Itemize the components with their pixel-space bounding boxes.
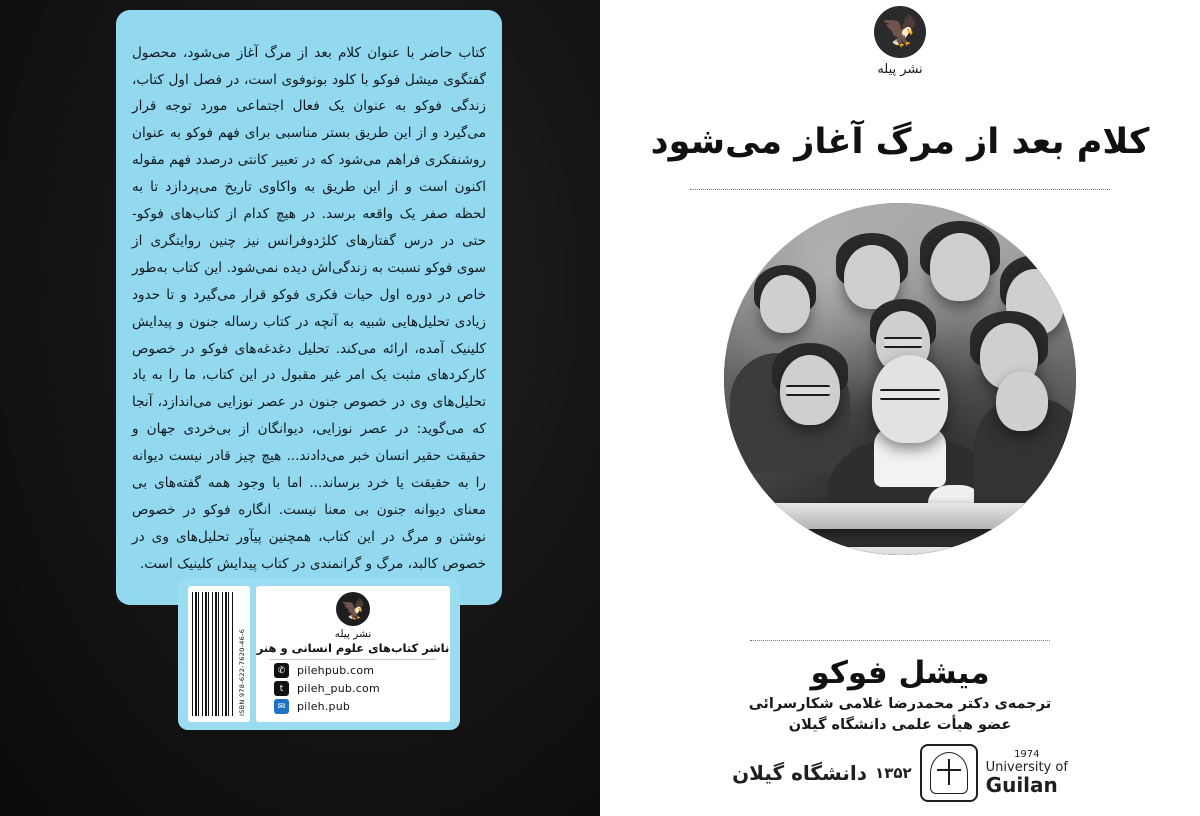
card-divider: [270, 659, 437, 660]
lecture-desk: [724, 503, 1076, 529]
eyeglasses-icon: [884, 337, 922, 348]
cover-photo: [724, 203, 1076, 555]
author-block: [600, 655, 1200, 733]
translator-affiliation: عضو هیأت علمی دانشگاه گیلان: [788, 717, 1012, 733]
university-year-fa: ۱۳۵۲: [875, 764, 912, 782]
barcode: [188, 586, 250, 722]
title-divider: [690, 189, 1110, 190]
university-name-en: [986, 750, 1068, 795]
page-title: کلام بعد از مرگ آغاز می‌شود: [650, 122, 1150, 163]
publisher-info-card: [178, 578, 460, 730]
eyeglasses-icon: [880, 389, 940, 400]
university-seal-inner: [930, 752, 968, 794]
contact-list: [256, 663, 450, 717]
twitter-handle-text[interactable]: pileh_pub.com: [297, 682, 380, 695]
lecture-desk: [724, 547, 1076, 555]
globe-icon: ✆: [274, 663, 289, 678]
author-divider: [750, 640, 1050, 641]
university-en-line1: University of: [985, 759, 1068, 775]
eyeglasses-icon: [786, 385, 830, 396]
title-block: [600, 98, 1200, 190]
university-badge: [600, 744, 1200, 802]
translator-name: ترجمه‌ی دکتر محمدرضا غلامی شکارسرائی: [748, 696, 1052, 712]
mail-icon: ✉: [274, 699, 289, 714]
website-text[interactable]: pilehpub.com: [297, 664, 375, 677]
eagle-logo-icon: [874, 6, 926, 58]
university-name-fa: دانشگاه گیلان: [732, 761, 868, 785]
blurb-card: [116, 10, 502, 605]
audience-head: [996, 371, 1048, 431]
barcode-bars: [192, 592, 235, 716]
author-name: میشل فوکو: [810, 655, 990, 691]
list-item[interactable]: [274, 699, 432, 714]
publisher-info-main: [256, 586, 450, 722]
eagle-logo-icon: [336, 592, 370, 626]
university-year-en: 1974: [1014, 749, 1040, 761]
publisher-name: نشر پیله: [877, 62, 923, 77]
audience-head: [760, 275, 810, 333]
list-item[interactable]: [274, 663, 432, 678]
blurb-text: کتاب حاضر با عنوان کلام بعد از مرگ آغاز می‌شود، محصول گفتگوی میشل فوکو با کلود بونوفوی است، در فصل اول کتاب، زندگی فوکو به عنوان یک فعال اجتماعی مورد توجه قرار می‌گیرد و از این طریق بستر مناسبی برای فهم فوکو به عنوان روشنفکری فراهم می‌شود که در تعبیر کانتی درصدد فهم مقوله اکنون است و از این طریق به واکاوی تاریخ می‌پردازد تا به لحظه صفر یک واقعه برسد. در هیچ کدام از کتاب‌های فوکو-حتی در درس گفتارهای کلژدوفرانس نیز چنین روایتگری از سوی فوکو نسبت به زندگی‌اش دیده نمی‌شود. این کتاب به‌طور خاص در دوره اول حیات فکری فوکو قرار می‌گیرد و تا حدود زیادی تحلیل‌هایی شبیه به آنچه در کتاب رساله جنون و پیدایش کلینیک آمده، ارائه می‌کند. تحلیل دغدغه‌های فوکو در خصوص کارکردهای مثبت یک امر غیر مقبول در این کتاب، ما را به یاد تحلیل‌های وی در خصوص جنون در عصر نوزایی می‌اندازد، آنجا که می‌گوید: در عصر نوزایی، دیوانگان از بی‌خردی جهان و حقیقت حقیر انسان خبر می‌دادند... هیچ چیز قادر نیست دیوانه را به حقیقت یا خرد برساند... اما با وجود همه گفته‌های بی معنای دیوانه جنون بی معنا نیست. انگاره فوکو در خصوص نوشتن و مرگ در این کتاب، همچنین پیآور تحلیل‌های وی در خصوص کالبد، مرگ و گرانمندی در کتاب پیدایش کلینیک است.: [132, 44, 486, 572]
university-seal-icon: [920, 744, 978, 802]
isbn-text: ISBN 978-622-7620-46-6: [238, 628, 246, 716]
front-cover: [600, 0, 1200, 816]
eagle-glyph: 🦅: [340, 597, 366, 621]
eagle-glyph: 🦅: [881, 14, 919, 49]
twitter-icon: t: [274, 681, 289, 696]
publisher-mark: [600, 6, 1200, 77]
publisher-name: نشر پیله: [334, 628, 372, 640]
audience-head: [930, 233, 990, 301]
university-en-line2: Guilan: [985, 772, 1058, 797]
publisher-tagline: ناشر کتاب‌های علوم انسانی و هنر: [256, 641, 450, 655]
email-text[interactable]: pileh.pub: [297, 700, 351, 713]
list-item[interactable]: [274, 681, 432, 696]
